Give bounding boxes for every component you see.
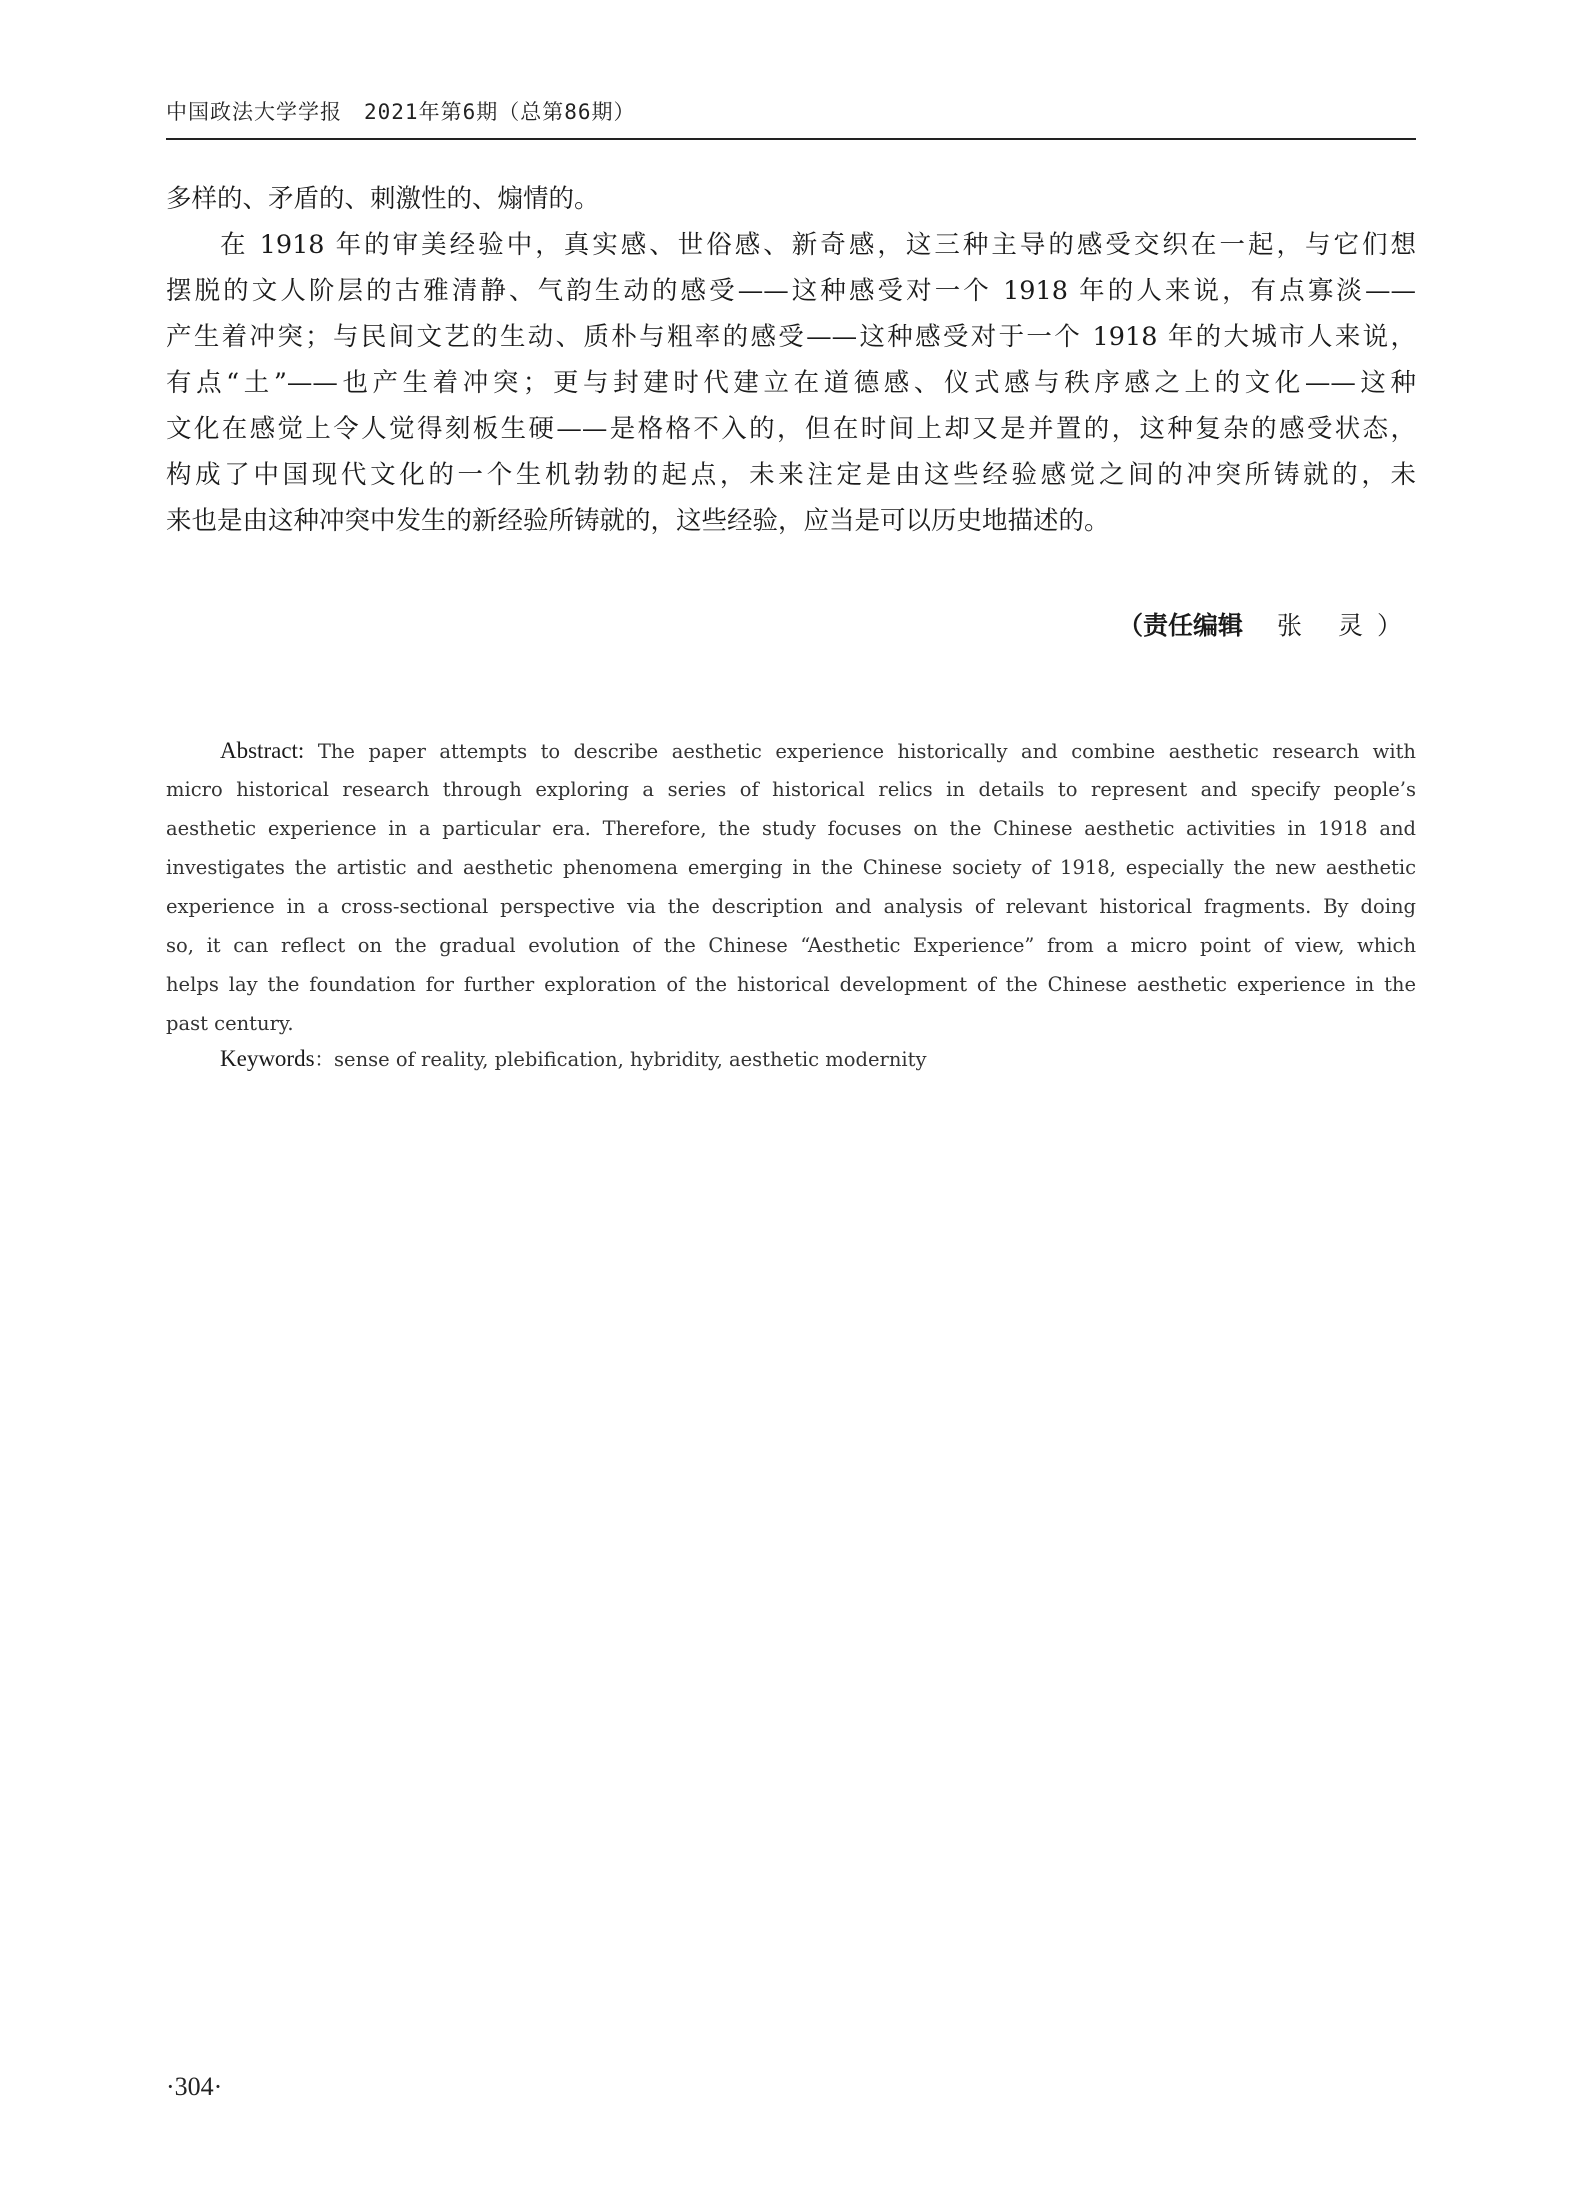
abstract-block	[166, 731, 1416, 1043]
abstract-label: Abstract:	[220, 738, 305, 763]
body-line: 摆脱的文人阶层的古雅清静、气韵生动的感受——这种感受对一个 1918 年的人来说，有点寡淡——	[166, 276, 1416, 306]
page-number: ·304·	[166, 2072, 223, 2101]
abstract-line: aesthetic experience in a particular era. Therefore, the study focuses on the Chinese aesthetic activities in 1918 and	[166, 817, 1416, 840]
abstract-line: micro historical research through exploring a series of historical relics in details to represent and specify people’s	[166, 778, 1416, 801]
body-line: 多样的、矛盾的、刺激性的、煽情的。	[166, 184, 600, 214]
editor-label: （责任编辑	[1118, 611, 1244, 640]
abstract-line: so, it can reflect on the gradual evolution of the Chinese “Aesthetic Experience” from a micro point of view, which	[166, 934, 1416, 957]
header-text	[166, 96, 636, 126]
body-line: 产生着冲突；与民间文艺的生动、质朴与粗率的感受——这种感受对于一个 1918 年的大城市人来说，	[166, 322, 1416, 352]
abstract-line: past century.	[166, 1012, 294, 1035]
keywords-text: ：sense of reality, plebification, hybridity, aesthetic modernity	[314, 1048, 927, 1071]
issue-info: 2021年第6期（总第86期）	[364, 100, 636, 124]
keywords-label: Keywords	[220, 1046, 315, 1071]
abstract-line: experience in a cross-sectional perspective via the description and analysis of relevant historical fragments. By doing	[166, 895, 1416, 918]
abstract-text: The paper attempts to describe aesthetic experience historically and combine aesthetic research with	[304, 740, 1416, 763]
body-line: 文化在感觉上令人觉得刻板生硬——是格格不入的，但在时间上却又是并置的，这种复杂的感受状态，	[166, 414, 1416, 444]
abstract-line: helps lay the foundation for further exploration of the historical development of the Chinese aesthetic experience in the	[166, 973, 1416, 996]
body-line: 有点“土”——也产生着冲突；更与封建时代建立在道德感、仪式感与秩序感之上的文化——这种	[166, 368, 1416, 398]
body-paragraphs	[166, 176, 1416, 544]
responsible-editor	[166, 606, 1416, 642]
body-line: 来也是由这种冲突中发生的新经验所铸就的，这些经验，应当是可以历史地描述的。	[166, 506, 1110, 536]
abstract-line	[166, 731, 1416, 770]
editor-name: 张 灵）	[1277, 611, 1416, 640]
body-line: 在 1918 年的审美经验中，真实感、世俗感、新奇感，这三种主导的感受交织在一起，与它们想	[220, 230, 1416, 260]
running-header	[166, 92, 1416, 140]
journal-name: 中国政法大学学报	[166, 100, 342, 124]
abstract-line: investigates the artistic and aesthetic phenomena emerging in the Chinese society of 1918, especially the new aesthetic	[166, 856, 1416, 879]
keywords-block	[220, 1044, 927, 1072]
body-line: 构成了中国现代文化的一个生机勃勃的起点，未来注定是由这些经验感觉之间的冲突所铸就的，未	[166, 460, 1416, 490]
